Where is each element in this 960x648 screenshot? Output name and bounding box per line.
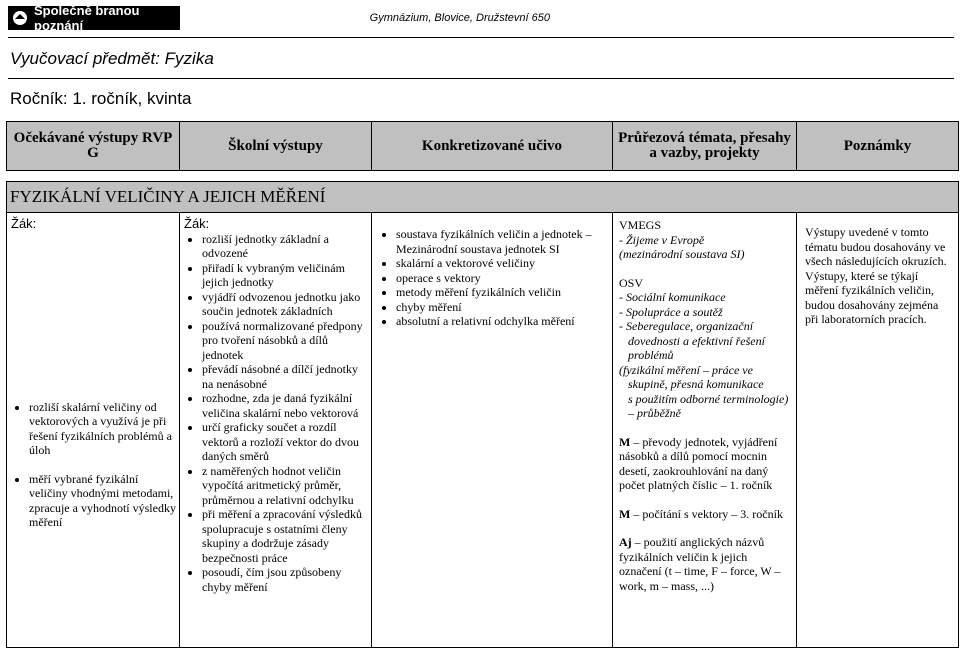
header-divider xyxy=(8,37,954,38)
table-row xyxy=(7,213,959,648)
logo-text: Společně branou poznání xyxy=(34,3,140,33)
vmegs-item: - Žijeme v Evropě xyxy=(619,232,705,247)
list-item: • rozliší jednotky základní a odvozené xyxy=(202,232,368,261)
table-gap xyxy=(7,171,959,182)
osv-line: - Spolupráce a soutěž xyxy=(619,304,723,319)
school-outputs-label: Žák: xyxy=(184,216,210,231)
math-link: M – převody jednotek, vyjádření násobků a dílů pomocí mocnin desetí, zaokrouhlování na daný počet platných číslic – 1. ročník xyxy=(619,434,778,492)
notes-cell xyxy=(797,213,959,648)
cross-topics-cell xyxy=(613,213,797,648)
school-outputs-cell xyxy=(180,213,372,648)
curriculum-table xyxy=(6,121,959,648)
curriculum-list xyxy=(378,227,608,329)
header-expected: Očekávané výstupy RVP G xyxy=(7,122,180,171)
header-notes: Poznámky xyxy=(797,122,959,171)
list-item: • soustava fyzikálních veličin a jednotek – Mezinárodní soustava jednotek SI xyxy=(396,227,608,256)
list-item: • operace s vektory xyxy=(396,271,608,286)
subject-title: Vyučovací předmět: Fyzika xyxy=(10,49,214,68)
osv-line: s použitím odborné terminologie) xyxy=(628,391,789,406)
expected-cell xyxy=(7,213,180,648)
list-item: • absolutní a relativní odchylka měření xyxy=(396,314,608,329)
osv-line: skupině, přesná komunikace xyxy=(628,377,764,391)
expected-label: Žák: xyxy=(11,216,37,231)
list-item: • při měření a zpracování výsledků spolupracuje s ostatními členy skupiny a dodržuje zásady bezpečnosti práce xyxy=(202,507,368,565)
list-item: • metody měření fyzikálních veličin xyxy=(396,285,608,300)
header-school-outputs: Školní výstupy xyxy=(180,122,372,171)
logo-emblem-icon xyxy=(12,10,28,26)
vmegs-note: (mezinárodní soustava SI) xyxy=(619,247,745,261)
header-cross-topics: Průřezová témata, přesahy a vazby, projekty xyxy=(613,122,797,171)
notes-text: Výstupy uvedené v tomto tématu budou dosahovány ve všech následujících okruzích. Výstupy, které se týkají měření fyzikálních veličin, budou dosahovány zejména při laboratorních pracích. xyxy=(805,225,947,326)
list-item: • vyjádří odvozenou jednotku jako součin jednotek základních xyxy=(202,290,368,319)
list-item: • měří vybrané fyzikální veličiny vhodnými metodami, zpracuje a vyhodnotí výsledky měření xyxy=(29,472,177,530)
list-item: • rozliší skalární veličiny od vektorových a využívá je při řešení fyzikálních problémů a úloh xyxy=(29,400,177,458)
expected-list xyxy=(11,400,177,530)
list-item: • převádí násobné a dílčí jednotky na nenásobné xyxy=(202,362,368,391)
list-item: • určí graficky součet a rozdíl vektorů a rozloží vektor do dvou daných směrů xyxy=(202,420,368,464)
section-row xyxy=(7,182,959,213)
table-header-row xyxy=(7,122,959,171)
list-item: • používá normalizované předpony pro tvoření násobků a dílů jednotek xyxy=(202,319,368,363)
osv-line: (fyzikální měření – práce ve xyxy=(619,362,753,377)
list-item: • rozhodne, zda je daná fyzikální veličina skalární nebo vektorová xyxy=(202,391,368,420)
list-item: • přiřadí k vybraným veličinám jejich jednotky xyxy=(202,261,368,290)
list-item: • chyby měření xyxy=(396,300,608,315)
school-outputs-list xyxy=(184,232,368,595)
grade-title: Ročník: 1. ročník, kvinta xyxy=(10,89,192,108)
osv-line: – průběžně xyxy=(628,406,681,420)
list-item: • posoudí, čím jsou způsobeny chyby měření xyxy=(202,565,368,594)
math-vectors-link: M – počítání s vektory – 3. ročník xyxy=(619,506,783,521)
header-curriculum: Konkretizované učivo xyxy=(372,122,613,171)
curriculum-cell xyxy=(372,213,613,648)
osv-line: - Sociální komunikace xyxy=(619,290,726,304)
subject-divider xyxy=(8,78,954,79)
english-link: Aj – použití anglických názvů fyzikálních veličin k jejich označení (t – time, F – force, W – work, m – mass, ...) xyxy=(619,535,781,593)
osv-title: OSV xyxy=(619,275,644,290)
osv-line: dovednosti a efektivní řešení xyxy=(628,333,765,348)
school-name: Gymnázium, Blovice, Družstevní 650 xyxy=(369,12,550,24)
osv-line: problémů xyxy=(628,348,674,362)
logo xyxy=(8,3,180,33)
vmegs-title: VMEGS xyxy=(619,218,662,232)
list-item: • z naměřených hodnot veličin vypočítá aritmetický průměr, průměrnou a relativní odchylku xyxy=(202,464,368,508)
osv-line: - Seberegulace, organizační xyxy=(619,319,754,333)
section-title: FYZIKÁLNÍ VELIČINY A JEJICH MĚŘENÍ xyxy=(7,182,959,213)
list-item: • skalární a vektorové veličiny xyxy=(396,256,608,271)
